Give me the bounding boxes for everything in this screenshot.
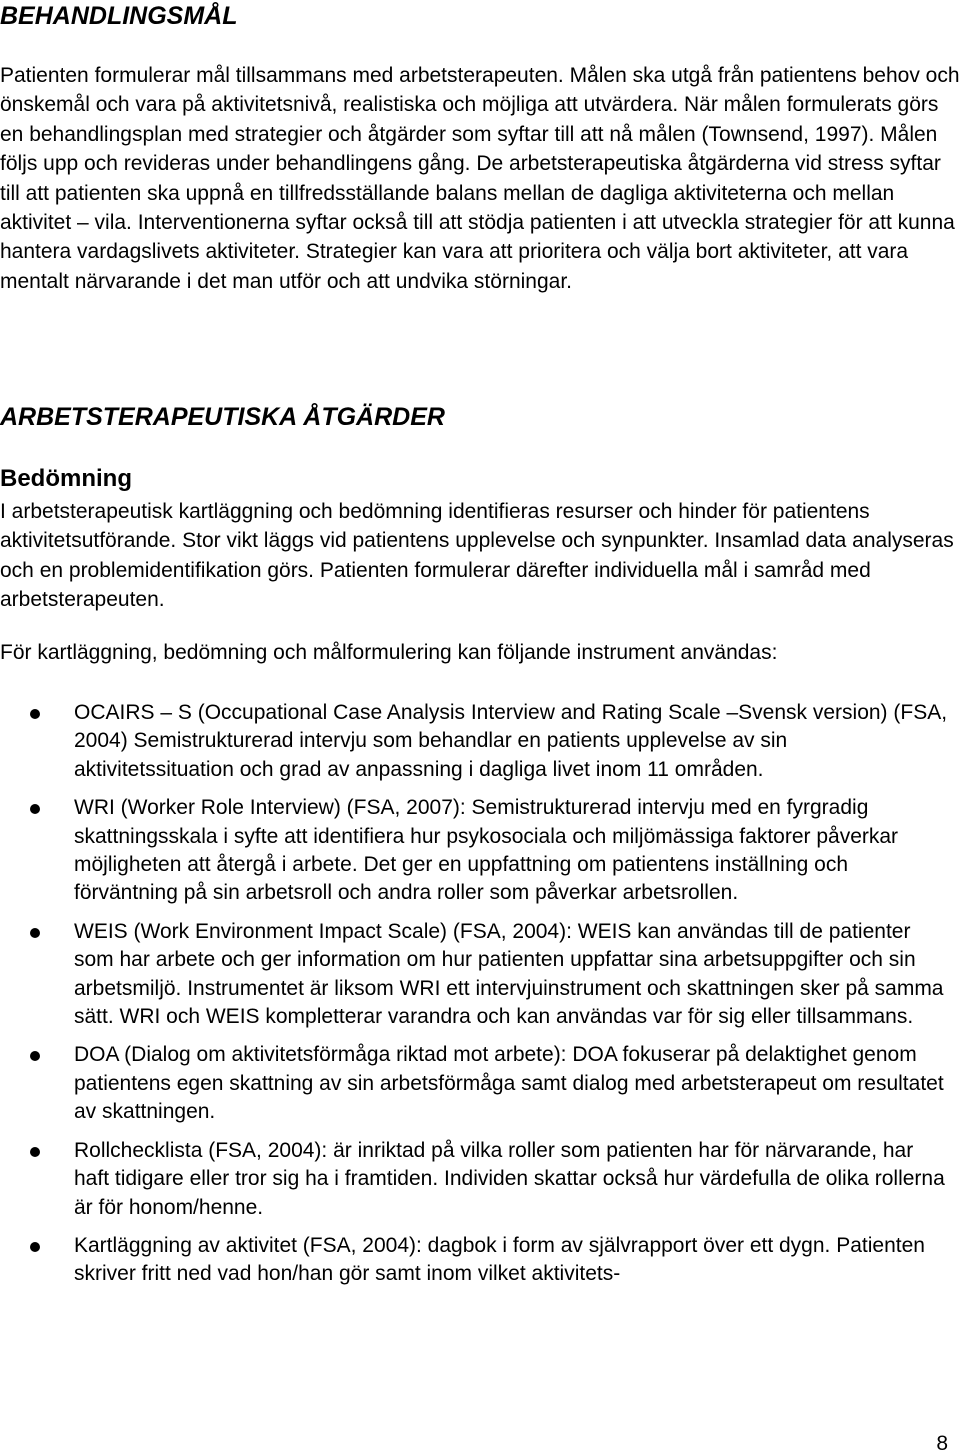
instrument-item-role-checklist (0, 1137, 960, 1222)
interventions-heading: ARBETSTERAPEUTISKA ÅTGÄRDER (0, 403, 445, 431)
instrument-text: Rollchecklista (FSA, 2004): är inriktad på vilka roller som patienten har för närvarande, har haft tidigare eller tror sig ha i framtiden. Individen skattar också hur värdefulla de olika rollerna är för honom/henne. (74, 1138, 945, 1219)
bullet-icon (30, 709, 40, 719)
instrument-list (0, 699, 960, 1299)
instrument-text: Kartläggning av aktivitet (FSA, 2004): dagbok i form av självrapport över ett dygn. Patienten skriver fritt ned vad hon/han gör samt inom vilket aktivitets- (74, 1233, 925, 1286)
assessment-subheading: Bedömning (0, 465, 132, 492)
bullet-icon (30, 1242, 40, 1252)
bullet-icon (30, 928, 40, 938)
goals-heading: BEHANDLINGSMÅL (0, 2, 238, 30)
goals-paragraph: Patienten formulerar mål tillsammans med arbetsterapeuten. Målen ska utgå från patientens behov och önskemål och vara på aktivitetsnivå, realistiska och möjliga att utvärdera. När målen formulerats görs en behandlingsplan med strategier och åtgärder som syftar till att nå målen (Townsend, 1997). Målen följs upp och revideras under behandlingens gång. De arbetsterapeutiska åtgärderna vid stress syftar till att patienten ska uppnå en tillfredsställande balans mellan de dagliga aktiviteterna och mellan aktivitet – vila. Interventionerna syftar också till att stödja patienten i att utveckla strategier för att kunna hantera vardagslivets aktiviteter. Strategier kan vara att prioritera och välja bort aktiviteter, att vara mentalt närvarande i det man utför och att undvika störningar. (0, 64, 960, 293)
instrument-item-wri (0, 794, 960, 908)
instrument-item-ocairs (0, 699, 960, 784)
instrument-text: OCAIRS – S (Occupational Case Analysis Interview and Rating Scale –Svensk version) (FSA, 2004) Semistrukturerad intervju som behandlar en patients upplevelse av sin aktivitetssituation och grad av anpassning i dagliga livet inom 11 områden. (74, 701, 948, 781)
page-number: 8 (936, 1432, 948, 1455)
instrument-text: DOA (Dialog om aktivitetsförmåga riktad mot arbete): DOA fokuserar på delaktighet genom patientens egen skattning av sin arbetsförmåga samt dialog med arbetsterapeut om resultatet av skattningen. (74, 1043, 944, 1124)
assessment-paragraph: I arbetsterapeutisk kartläggning och bedömning identifieras resurser och hinder för patientens aktivitetsutförande. Stor vikt läggs vid patientens upplevelse och synpunkter. Insamlad data analyseras och en problemidentifikation görs. Patienten formulerar därefter individuella mål i samråd med arbetsterapeuten. (0, 500, 954, 612)
bullet-icon (30, 1051, 40, 1061)
instruments-intro: För kartläggning, bedömning och målformulering kan följande instrument användas: (0, 641, 778, 664)
instrument-item-activity-mapping (0, 1232, 960, 1289)
instrument-item-doa (0, 1041, 960, 1126)
instrument-item-weis (0, 918, 960, 1032)
instrument-text: WEIS (Work Environment Impact Scale) (FSA, 2004): WEIS kan användas till de patienter som har arbete och ger information om hur patienten uppfattar sina arbetsuppgifter och sin arbetsmiljö. Instrumentet är liksom WRI ett intervjuinstrument och skattningen sker på samma sätt. WRI och WEIS kompletterar varandra och kan användas var för sig eller tillsammans. (74, 919, 944, 1029)
instrument-text: WRI (Worker Role Interview) (FSA, 2007): Semistrukturerad intervju med en fyrgradig skattningsskala i syfte att identifiera hur psykosociala och miljömässiga faktorer påverkar möjligheten att återgå i arbete. Det ger en uppfattning om patientens inställning och förväntning på sin arbetsroll och andra roller som påverkar arbetsrollen. (74, 796, 899, 905)
bullet-icon (30, 804, 40, 814)
bullet-icon (30, 1147, 40, 1157)
